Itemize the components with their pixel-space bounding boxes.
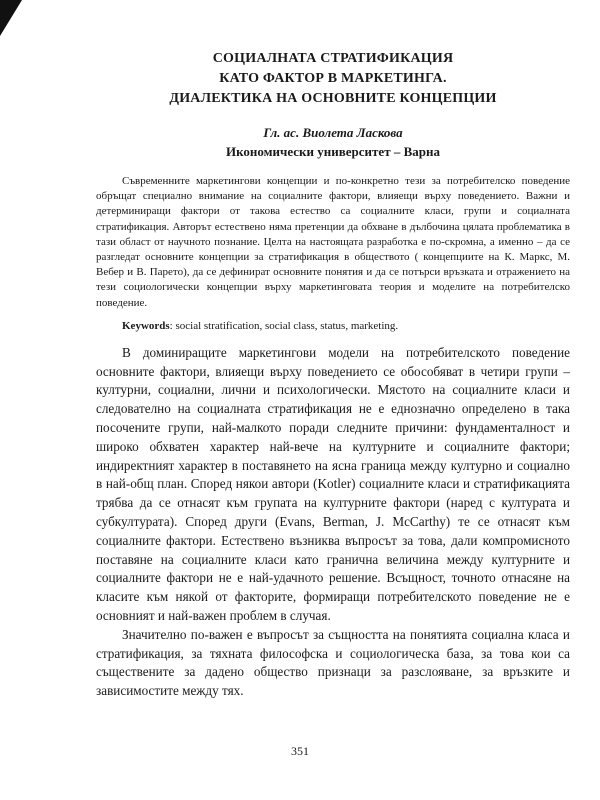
corner-scan-mark xyxy=(0,0,22,36)
author-name: Гл. ас. Виолета Ласкова xyxy=(263,125,403,140)
page-number: 351 xyxy=(291,744,309,758)
keywords xyxy=(96,319,570,334)
body-paragraph-1: В доминиращите маркетингови модели на потребителското поведение основните фактори, влияещи върху поведението се обособяват в четири групи – културни, социални, лични и психологически. Мястото на социалните класи и следователно на социалната стратификация не е еднозначно определено в така посочените групи, най-малкото поради следните причини: фундаменталност и широко обхватен характер най-вече на културните и социалните фактори; индиректният характер в поставянето на ясна граница между културно и социално в най-общ план. Според някои автори (Kotler) социалните класи и стратификацията трябва да се отнасят към групата на културните фактори (наред с културата и субкултурата). Според други (Evans, Berman, J. McCarthy) те се отнасят към социалните фактори. Естествено възниква въпросът за това, дали компромисното поставяне на социалните класи като гранична величина между културните и социалните фактори не е най-удачното решение. Всъщност, точното отнасяне на класите към някой от факторите, формиращи потребителското поведение не е основният и най-важен проблем в случая. xyxy=(96,344,570,623)
body-paragraph-2: Значително по-важен е въпросът за същността на понятията социална класа и стратификация, за тяхната философска и социологическа база, за това кои са съществените за дадено общество признаци за разслояване, за връзките и зависимостите между тях. xyxy=(96,626,570,699)
abstract: Съвременните маркетингови концепции и по-конкретно тези за потребителско поведение обръщат специално внимание на социалните фактори, влияещи върху поведението. Важни и детерминиращи фактори от такова естество са социалните класи, групи и социалната стратификация. Авторът естествено няма претенции да обхване в дълбочина цялата проблематика в тази област от научното познание. Целта на настоящата разработка е по-скромна, а именно – да се разгледат основните концепции за стратификация в обществото ( концепциите на К. Маркс, М. Вебер и В. Парето), да се дефинират основните понятия и да се потърси връзката и отражението на тези социологически концепции върху маркетинговата теория и моделите на потребителско поведение. xyxy=(96,175,570,309)
keywords-label: Keywords xyxy=(122,319,170,332)
article-page xyxy=(96,44,570,701)
author-affiliation: Икономически университет – Варна xyxy=(226,144,440,159)
title-line-3: ДИАЛЕКТИКА НА ОСНОВНИТЕ КОНЦЕПЦИИ xyxy=(169,91,497,106)
title-line-2: КАТО ФАКТОР В МАРКЕТИНГА. xyxy=(219,71,447,86)
keywords-text: : social stratification, social class, status, marketing. xyxy=(169,319,399,332)
article-title xyxy=(96,49,570,109)
title-line-1: СОЦИАЛНАТА СТРАТИФИКАЦИЯ xyxy=(212,51,454,66)
